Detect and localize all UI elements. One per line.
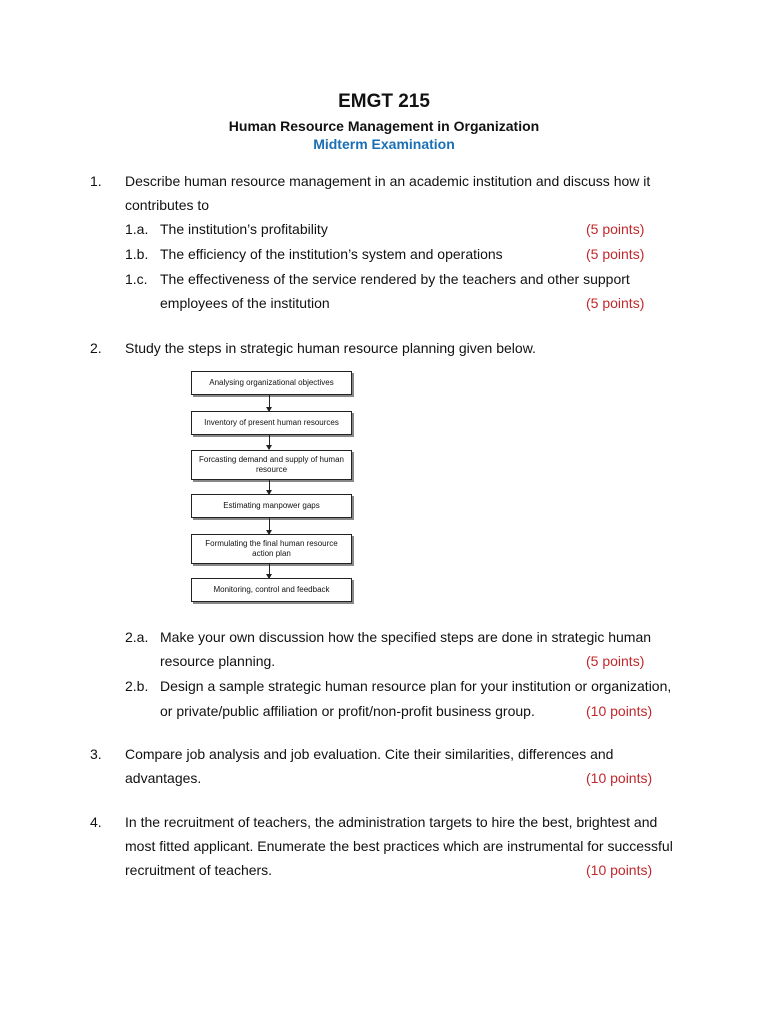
q1b-points: (5 points)	[586, 246, 645, 262]
flow-arrow-5	[269, 564, 270, 578]
course-code: EMGT 215	[338, 91, 430, 112]
q1c-text-line2: employees of the institution	[160, 295, 330, 311]
q1-text-line2: contributes to	[125, 197, 210, 213]
flow-step-3: Forcasting demand and supply of human resource	[191, 450, 352, 480]
q2b-points: (10 points)	[586, 703, 653, 719]
flow-step-6: Monitoring, control and feedback	[191, 578, 352, 602]
q2-number: 2.	[90, 340, 102, 356]
q2a-points: (5 points)	[586, 653, 645, 669]
q4-number: 4.	[90, 814, 102, 830]
flow-step-5: Formulating the final human resource action plan	[191, 534, 352, 564]
flow-step-2: Inventory of present human resources	[191, 411, 352, 435]
course-title: Human Resource Management in Organization	[228, 118, 540, 134]
q3-text-line1: Compare job analysis and job evaluation. Cite their similarities, differences and	[125, 746, 614, 762]
flow-arrow-3	[269, 480, 270, 494]
q1c-label: 1.c.	[125, 271, 148, 287]
flow-step-1: Analysing organizational objectives	[191, 371, 352, 395]
q2b-text-line2: or private/public affiliation or profit/non-profit business group.	[160, 703, 535, 719]
q4-points: (10 points)	[586, 862, 653, 878]
q2a-label: 2.a.	[125, 629, 149, 645]
q1b-label: 1.b.	[125, 246, 149, 262]
q2a-text-line1: Make your own discussion how the specified steps are done in strategic human	[160, 629, 652, 645]
q2a-text-line2: resource planning.	[160, 653, 276, 669]
q2b-label: 2.b.	[125, 678, 149, 694]
flow-step-4: Estimating manpower gaps	[191, 494, 352, 518]
q4-text-line1: In the recruitment of teachers, the administration targets to hire the best, brightest and	[125, 814, 658, 830]
q1-text-line1: Describe human resource management in an academic institution and discuss how it	[125, 173, 651, 189]
q4-text-line3: recruitment of teachers.	[125, 862, 273, 878]
q1c-points: (5 points)	[586, 295, 645, 311]
q1c-text-line1: The effectiveness of the service rendered by the teachers and other support	[160, 271, 630, 287]
q3-number: 3.	[90, 746, 102, 762]
q2b-text-line1: Design a sample strategic human resource plan for your institution or organization,	[160, 678, 672, 694]
q1a-text: The institution’s profitability	[160, 221, 328, 237]
exam-title: Midterm Examination	[313, 136, 455, 152]
q1-number: 1.	[90, 173, 102, 189]
q3-text-line2: advantages.	[125, 770, 202, 786]
q1a-label: 1.a.	[125, 221, 149, 237]
flow-arrow-1	[269, 395, 270, 411]
q2-text: Study the steps in strategic human resource planning given below.	[125, 340, 536, 356]
q3-points: (10 points)	[586, 770, 653, 786]
q1b-text: The efficiency of the institution’s system and operations	[160, 246, 503, 262]
q1a-points: (5 points)	[586, 221, 645, 237]
q4-text-line2: most fitted applicant. Enumerate the best practices which are instrumental for successful	[125, 838, 673, 854]
flow-arrow-2	[269, 435, 270, 449]
flow-arrow-4	[269, 518, 270, 534]
